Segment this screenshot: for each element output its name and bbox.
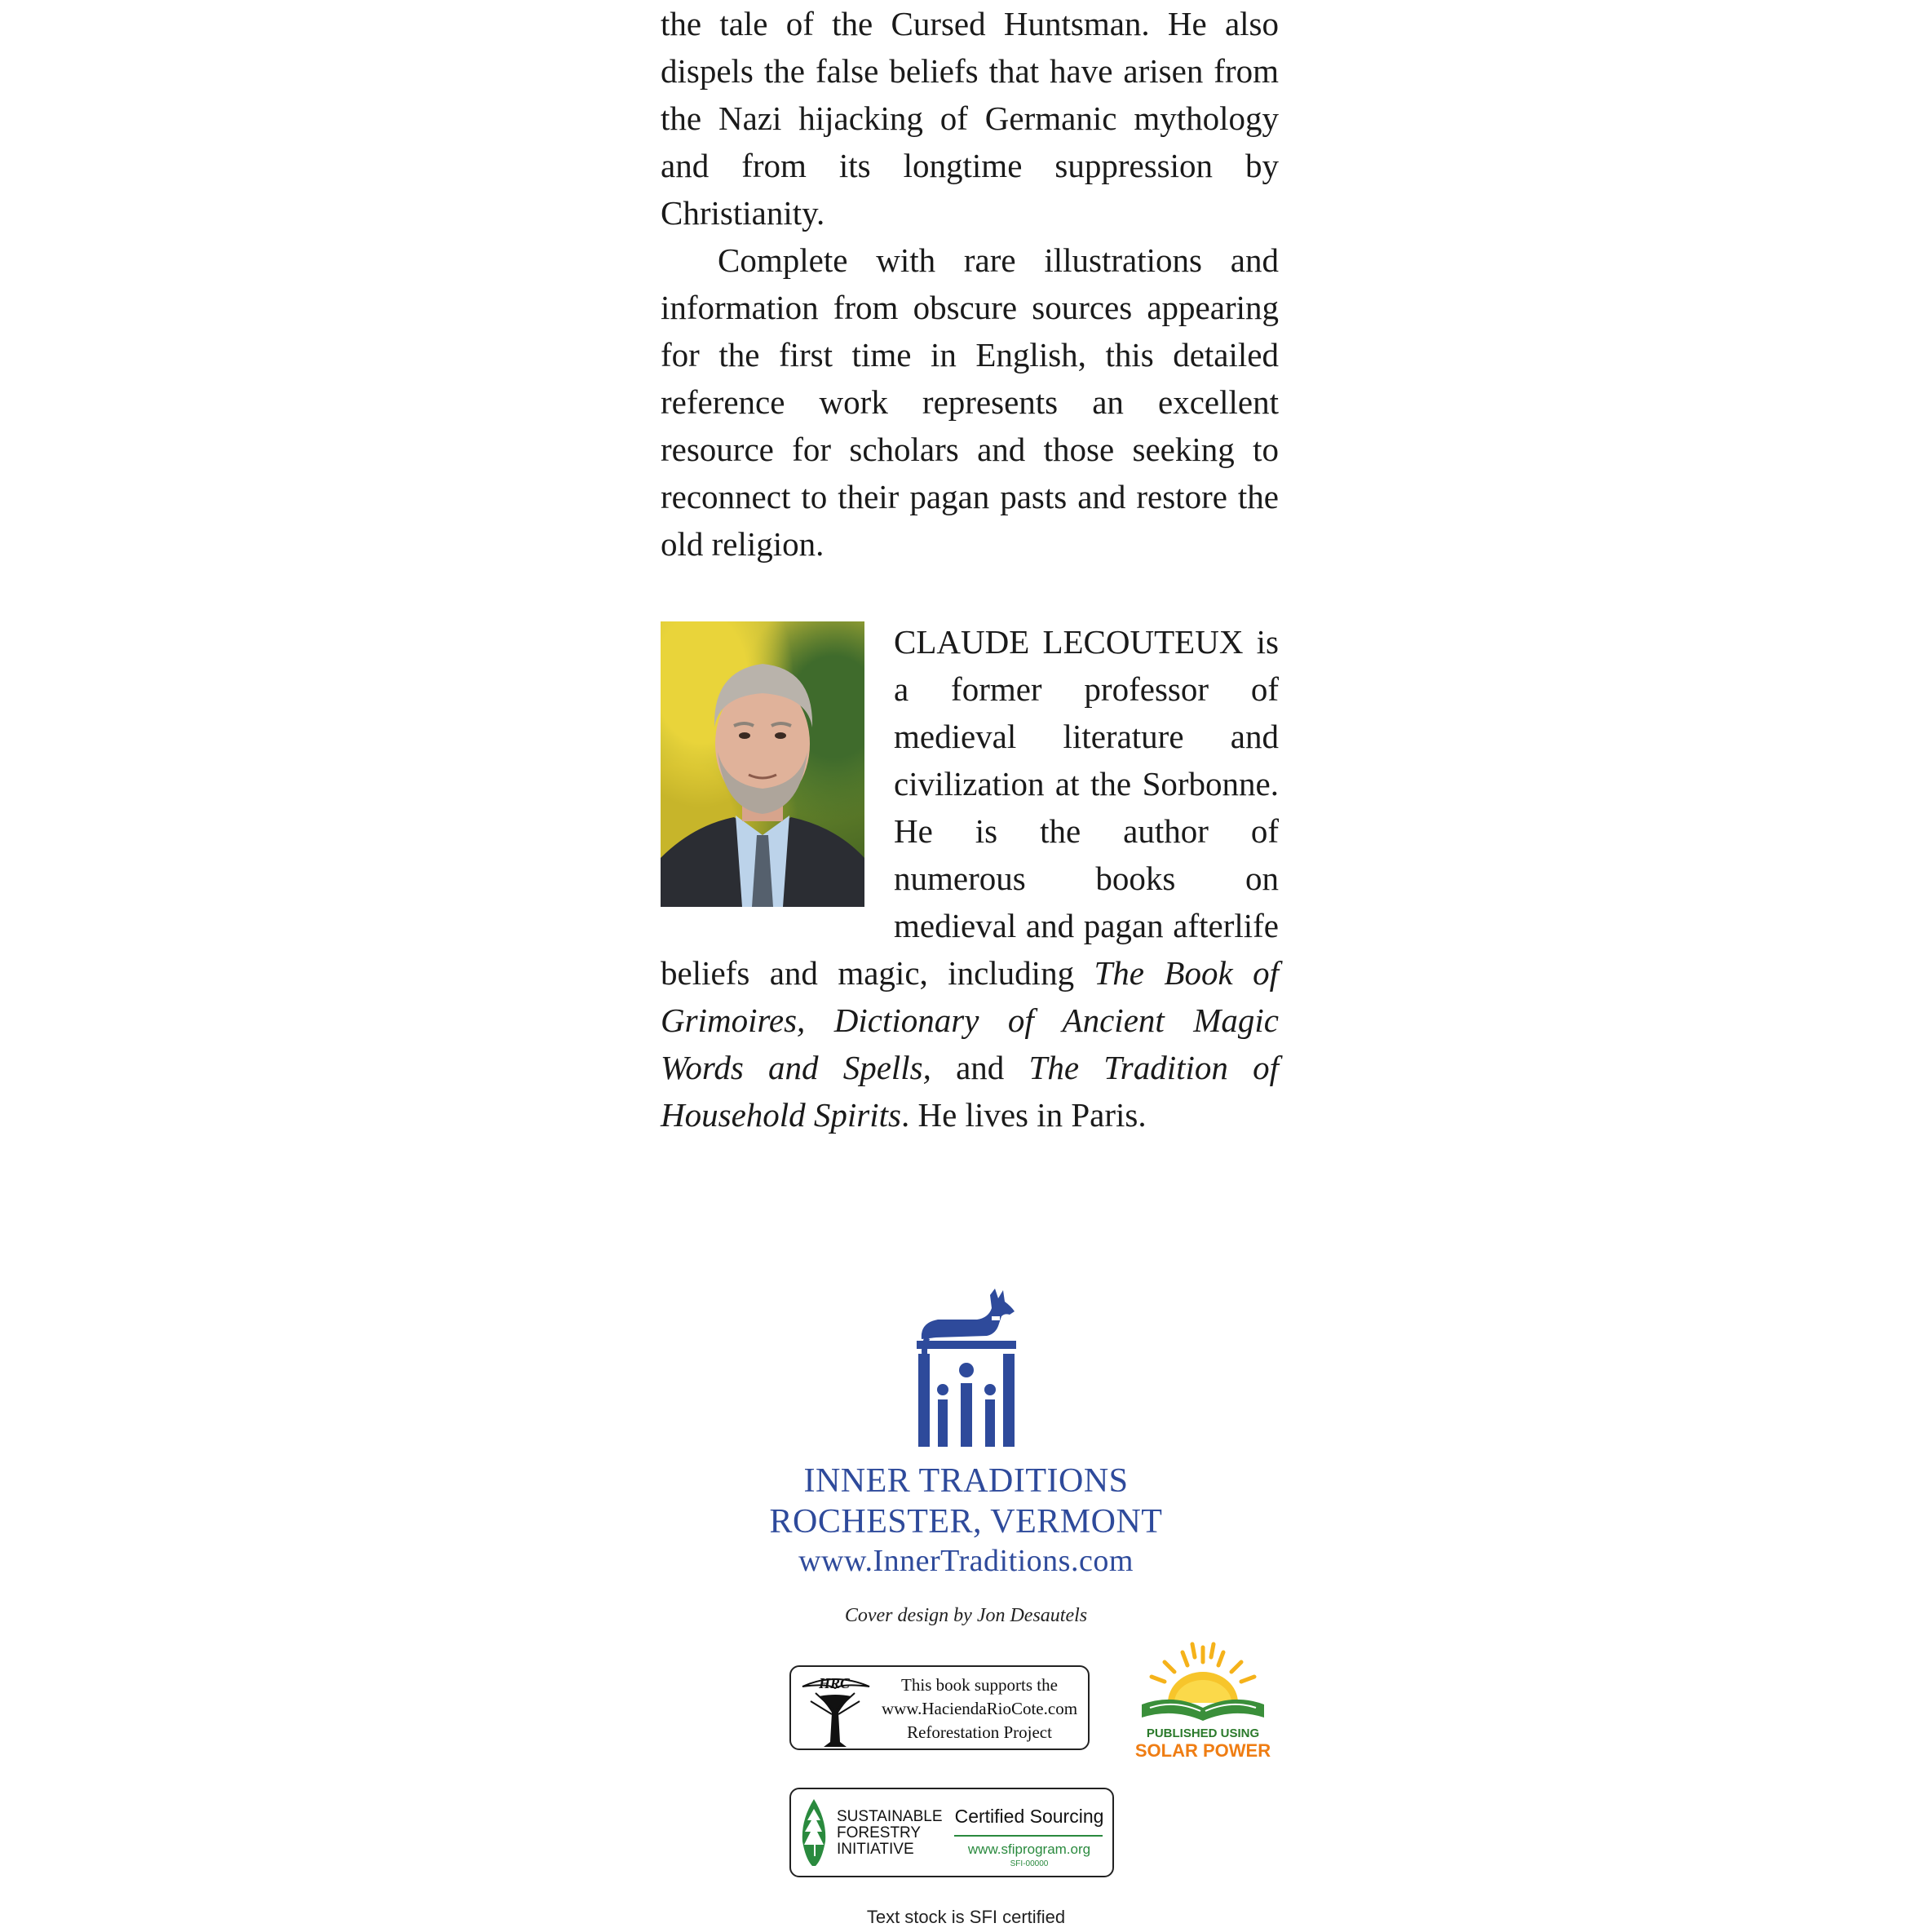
sfi-org-line-1: SUSTAINABLE <box>837 1808 943 1825</box>
hrc-line-1: This book supports the <box>901 1675 1058 1695</box>
bio-text-3: . He lives in Paris. <box>901 1096 1147 1134</box>
hrc-reforestation-badge <box>789 1665 1090 1750</box>
description-text-1: the tale of the Cursed Huntsman. He also dispels the false beliefs that have arisen from the Nazi hijacking of Germanic mythology and from its longtime suppression by Christianity. <box>661 5 1279 232</box>
sfi-certified-badge <box>789 1788 1114 1877</box>
sfi-org-name <box>837 1809 943 1858</box>
hrc-line-2: www.HaciendaRioCote.com <box>881 1699 1078 1718</box>
sfi-tree-icon <box>798 1796 830 1869</box>
sfi-org-line-3: INITIATIVE <box>837 1841 914 1858</box>
sfi-org-line-2: FORESTRY <box>837 1824 922 1841</box>
solar-power-badge <box>1125 1639 1280 1762</box>
publisher-logo-icon <box>913 1287 1019 1447</box>
sun-book-icon <box>1125 1639 1280 1729</box>
bio-text-2: and <box>931 1049 1029 1086</box>
text-stock-note: Text stock is SFI certified <box>866 1907 1066 1927</box>
sfi-url: www.sfiprogram.org <box>967 1841 1091 1857</box>
sfi-title: Certified Sourcing <box>954 1806 1104 1827</box>
author-photo <box>661 621 864 907</box>
hrc-badge-text <box>873 1673 1086 1744</box>
tree-icon <box>794 1669 876 1750</box>
description-paragraph-1 <box>661 0 1279 237</box>
description-paragraph-2 <box>661 237 1279 568</box>
bio-text-1: is a former professor of medieval literature and civilization at the Sorbonne. He is the author of numerous books on medieval and pagan afterlife beliefs and magic, including <box>661 623 1279 992</box>
solar-line-2: SOLAR POWER <box>1134 1740 1271 1761</box>
publisher-name: INNER TRADITIONS <box>803 1462 1129 1500</box>
book-title-dictionary: Dictionary of Ancient Magic Words and Spells, <box>661 1001 1280 1086</box>
author-name: CLAUDE LECOUTEUX <box>894 623 1244 661</box>
author-bio <box>661 618 1279 1138</box>
hrc-logo-text: HRC <box>819 1675 851 1691</box>
publisher-website: www.InnerTraditions.com <box>798 1544 1134 1578</box>
description-text-2: Complete with rare illustrations and information from obscure sources appearing for the first time in English, this detailed reference work represents an excellent resource for scholars and those seeking to reconnect to their pagan pasts and restore the old religion. <box>661 241 1279 563</box>
publisher-location: ROCHESTER, VERMONT <box>769 1503 1163 1541</box>
sfi-divider <box>954 1835 1103 1837</box>
book-title-household-spirits: The Tradition of Household Spirits <box>661 1049 1279 1134</box>
book-title-grimoires: The Book of Grimoires, <box>661 954 1279 1039</box>
sfi-code: SFI-00000 <box>1010 1859 1049 1868</box>
cover-credit: Cover design by Jon Desautels <box>844 1605 1088 1626</box>
solar-line-1: PUBLISHED USING <box>1146 1726 1260 1740</box>
hrc-line-3: Reforestation Project <box>907 1722 1052 1742</box>
